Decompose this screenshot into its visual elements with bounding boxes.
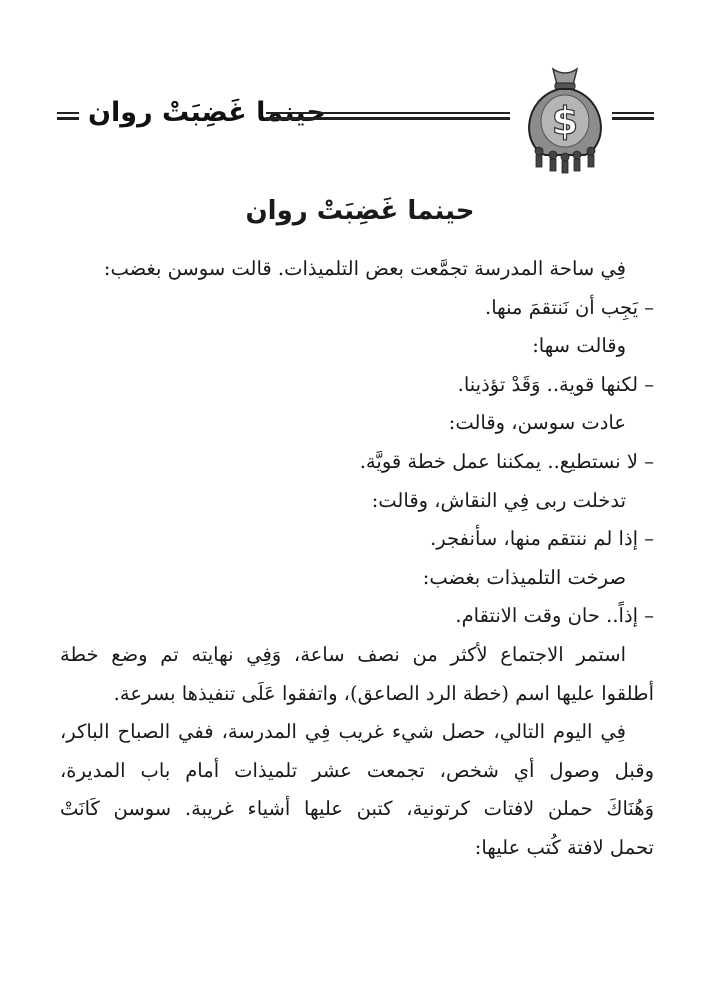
dialogue-line: – لكنها قوية.. وَقَدْ تؤذينا. <box>457 372 654 396</box>
story-body <box>60 250 654 868</box>
money-bag-illustration <box>515 63 615 175</box>
dialogue-line: – لا نستطيع.. يمكننا عمل خطة قويَّة. <box>359 449 654 473</box>
dialogue-line: – إذا لم ننتقم منها، سأنفجر. <box>430 527 654 551</box>
dialogue-line: – يَجِب أن نَنتقمَ منها. <box>485 295 654 319</box>
paragraph-line: صرخت التلميذات بغضب: <box>422 565 626 589</box>
paragraph-line: أطلقوا عليها اسم (خطة الرد الصاعق)، واتفقوا عَلَى تنفيذها بسرعة. <box>113 681 654 705</box>
paragraph-line: فِي اليوم التالي، حصل شيء غريب فِي المدرسة، ففي الصباح الباكر، <box>60 720 626 744</box>
paragraph-line: وَهُنَاكَ حملن لافتات كرتونية، كتبن عليها أشياء غريبة. سوسن كَانَتْ <box>60 797 654 821</box>
header-rule-left <box>57 112 79 119</box>
paragraph-line: فِي ساحة المدرسة تجمَّعت بعض التلميذات. قالت سوسن بغضب: <box>103 257 626 280</box>
paragraph-line: عادت سوسن، وقالت: <box>448 411 626 435</box>
svg-text:$: $ <box>551 99 579 143</box>
dialogue-line: – إذاً.. حان وقت الانتقام. <box>455 604 654 628</box>
chapter-header <box>0 55 720 175</box>
paragraph-line: وقبل وصول أي شخص، تجمعت عشر تلميذات أمام باب المديرة، <box>60 758 654 782</box>
paragraph-line: تدخلت ربى فِي النقاش، وقالت: <box>371 488 626 512</box>
header-rule-middle <box>266 112 510 119</box>
story-title: حينما غَضِبَتْ روان <box>245 196 475 226</box>
paragraph-line: استمر الاجتماع لأكثر من نصف ساعة، وَفِي نهايته تم وضع خطة <box>60 642 626 666</box>
header-rule-right <box>612 112 654 119</box>
paragraph-line: وقالت سها: <box>532 334 626 358</box>
paragraph-line: تحمل لافتة كُتب عليها: <box>474 835 654 859</box>
header-title: حينما غَضِبَتْ روان <box>88 97 326 128</box>
